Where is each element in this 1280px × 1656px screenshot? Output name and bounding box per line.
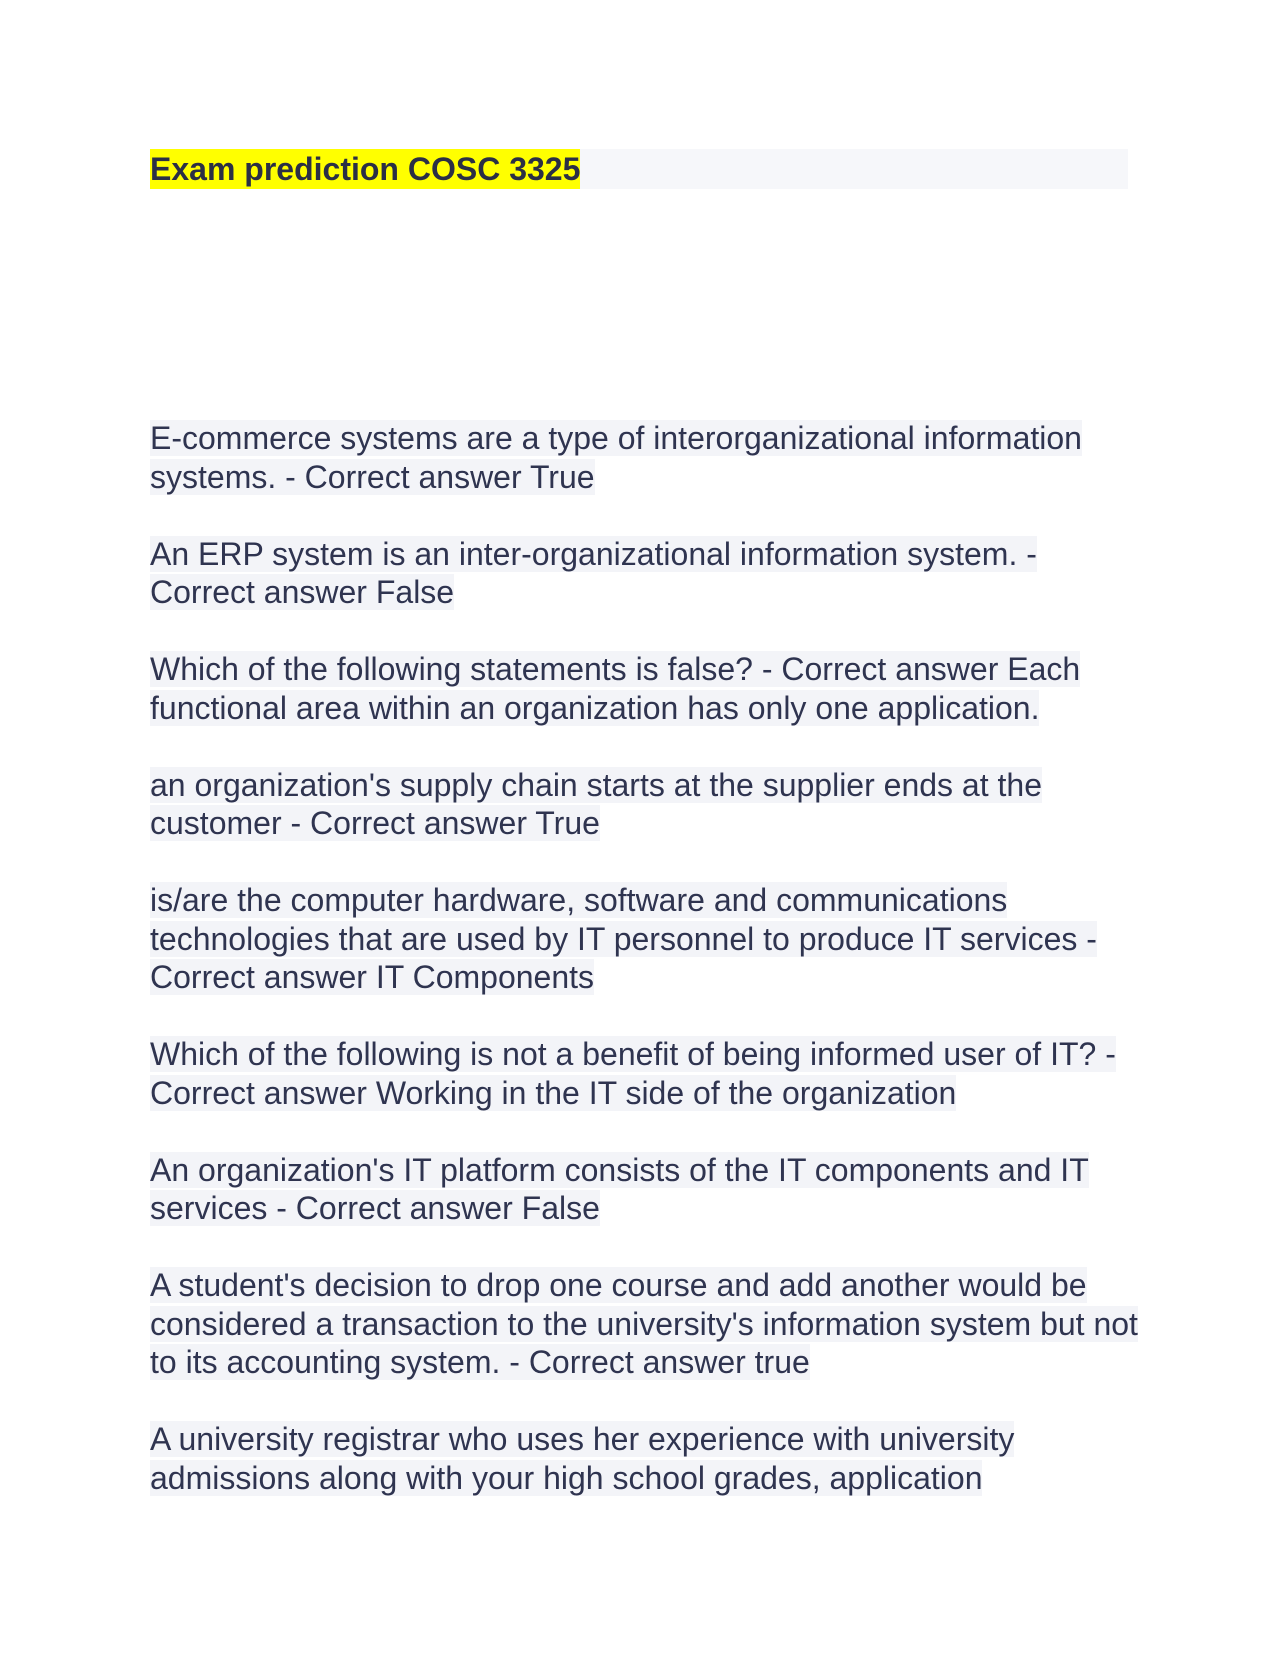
qa-item xyxy=(150,1151,1140,1228)
qa-item xyxy=(150,535,1140,612)
qa-item xyxy=(150,881,1140,997)
qa-item-text: Which of the following is not a benefit of being informed user of IT? - Correct answer Working in the IT side of the organization xyxy=(150,1036,1116,1111)
qa-item xyxy=(150,766,1140,843)
qa-item-text: Which of the following statements is false? - Correct answer Each functional area within an organization has only one application. xyxy=(150,651,1081,726)
qa-item xyxy=(150,650,1140,727)
qa-item-text: is/are the computer hardware, software and communications technologies that are used by IT personnel to produce IT services - Correct answer IT Components xyxy=(150,882,1097,995)
qa-item xyxy=(150,1266,1140,1382)
qa-item-text: A student's decision to drop one course and add another would be considered a transaction to the university's information system but not to its accounting system. - Correct answer true xyxy=(150,1267,1138,1380)
qa-item-text: an organization's supply chain starts at the supplier ends at the customer - Correct answer True xyxy=(150,766,1042,841)
qa-item xyxy=(150,1035,1140,1112)
qa-item xyxy=(150,419,1140,496)
qa-item-text: An organization's IT platform consists of the IT components and IT services - Correct answer False xyxy=(150,1151,1089,1226)
qa-item-text: E-commerce systems are a type of interorganizational information systems. - Correct answer True xyxy=(150,420,1082,495)
qa-item-text: An ERP system is an inter-organizational information system. - Correct answer False xyxy=(150,535,1037,610)
qa-item xyxy=(150,1420,1140,1497)
qa-list xyxy=(150,419,1140,1536)
title-row xyxy=(150,149,1128,189)
qa-item-text: A university registrar who uses her experience with university admissions along with your high school grades, application xyxy=(150,1421,1015,1496)
document-title: Exam prediction COSC 3325 xyxy=(150,151,581,187)
